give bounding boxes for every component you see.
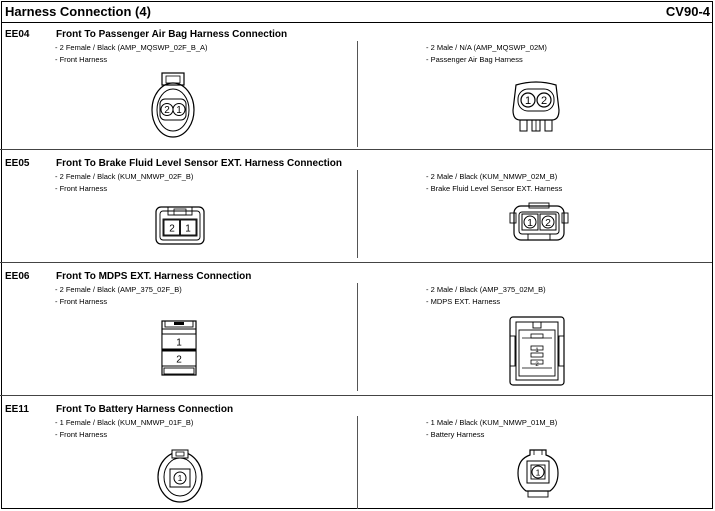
connector-code: EE06: [5, 271, 30, 282]
female-connector-spec: - 2 Female / Black (AMP_375_02F_B): [55, 285, 182, 294]
female-harness-name: - Front Harness: [55, 297, 108, 306]
column-divider: [357, 41, 358, 147]
male-harness-name: - Passenger Air Bag Harness: [426, 55, 523, 64]
pin-label: 1: [535, 348, 539, 354]
pin-label: 2: [535, 362, 539, 368]
pin-label: 1: [177, 473, 183, 483]
male-connector-diagram: [508, 82, 564, 134]
page-header: [1, 1, 713, 23]
connection-title: Front To Brake Fluid Level Sensor EXT. Harness Connection: [56, 158, 342, 169]
female-harness-name: - Front Harness: [55, 55, 108, 64]
pin-label: 1: [185, 223, 191, 235]
column-divider: [357, 283, 358, 391]
male-connector-spec: - 2 Male / Black (KUM_NMWP_02M_B): [426, 172, 558, 181]
connector-code: EE05: [5, 158, 30, 169]
female-connector-diagram: [149, 72, 197, 142]
female-connector-spec: - 1 Female / Black (KUM_NMWP_01F_B): [55, 418, 194, 427]
connector-code: EE11: [5, 404, 29, 415]
connection-title: Front To Passenger Air Bag Harness Connection: [56, 29, 288, 40]
column-divider: [357, 416, 358, 509]
pin-label: 2: [176, 354, 182, 366]
male-connector-diagram: [516, 447, 560, 501]
connector-code: EE04: [5, 29, 30, 40]
male-harness-name: - Battery Harness: [426, 430, 485, 439]
female-connector-spec: - 2 Female / Black (AMP_MQSWP_02F_B_A): [55, 43, 208, 52]
pin-label: 2: [164, 105, 170, 116]
page-title: Harness Connection (4): [5, 4, 151, 19]
male-connector-diagram: [509, 203, 569, 245]
pin-label: 2: [540, 95, 548, 107]
section-divider: [0, 262, 712, 263]
male-harness-name: - MDPS EXT. Harness: [426, 297, 501, 306]
pin-label: 1: [176, 105, 182, 116]
female-harness-name: - Front Harness: [55, 184, 108, 193]
female-connector-diagram: [155, 447, 205, 503]
connection-section-ee06: [1, 271, 713, 391]
female-connector-diagram: [155, 206, 205, 246]
section-divider: [0, 149, 712, 150]
connection-section-ee05: [1, 158, 713, 258]
male-harness-name: - Brake Fluid Level Sensor EXT. Harness: [426, 184, 563, 193]
pin-label: 1: [524, 95, 532, 107]
pin-label: 1: [176, 337, 182, 349]
male-connector-spec: - 1 Male / Black (KUM_NMWP_01M_B): [426, 418, 558, 427]
pin-label: 1: [527, 217, 533, 229]
pin-label: 1: [535, 467, 541, 478]
column-divider: [357, 170, 358, 258]
pin-label: 2: [545, 217, 551, 229]
female-connector-diagram: [161, 320, 197, 376]
pin-label: 2: [169, 223, 175, 235]
connection-title: Front To Battery Harness Connection: [56, 404, 234, 415]
section-divider: [0, 395, 712, 396]
connection-section-ee04: [1, 29, 713, 147]
page-code: CV90-4: [665, 4, 710, 19]
male-connector-diagram: [509, 316, 565, 386]
male-connector-spec: - 2 Male / N/A (AMP_MQSWP_02M): [426, 43, 547, 52]
female-harness-name: - Front Harness: [55, 430, 108, 439]
female-connector-spec: - 2 Female / Black (KUM_NMWP_02F_B): [55, 172, 194, 181]
connection-title: Front To MDPS EXT. Harness Connection: [56, 271, 252, 282]
male-connector-spec: - 2 Male / Black (AMP_375_02M_B): [426, 285, 546, 294]
connection-section-ee11: [1, 404, 713, 509]
